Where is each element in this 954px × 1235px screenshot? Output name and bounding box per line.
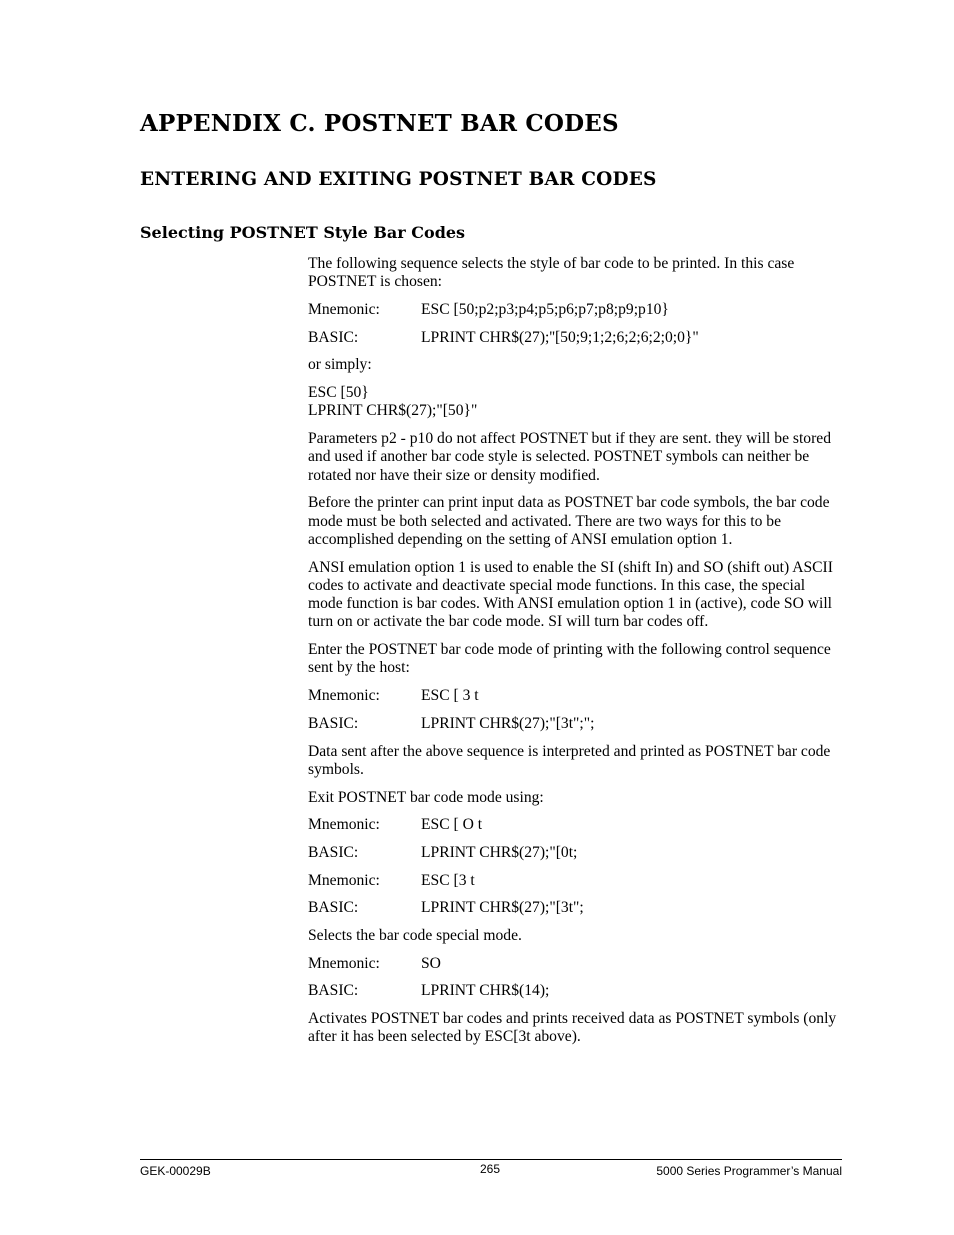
paragraph: ANSI emulation option 1 is used to enable the SI (shift In) and SO (shift out) ASCII codes to activate and deactivate special mode functions. In this case, the special mode function is bar codes. With ANSI emulation option 1 in (active), code SO will turn on or activate the bar code mode. SI will turn bar codes off. bbox=[308, 558, 833, 631]
command-value: LPRINT CHR$(27);"[3t"; bbox=[421, 899, 584, 917]
paragraph: Activates POSTNET bar codes and prints received data as POSTNET symbols (only after it has been selected by ESC[3t above). bbox=[308, 1010, 837, 1046]
command-row bbox=[308, 715, 842, 733]
paragraph: Exit POSTNET bar code mode using: bbox=[308, 788, 544, 806]
command-value: ESC [ 3 t bbox=[421, 687, 479, 705]
paragraph: Data sent after the above sequence is interpreted and printed as POSTNET bar code symbols. bbox=[308, 742, 831, 778]
command-row bbox=[308, 872, 842, 890]
footer-page-number: 265 bbox=[479, 1162, 501, 1176]
paragraph: Enter the POSTNET bar code mode of printing with the following control sequence sent by the host: bbox=[308, 641, 831, 677]
command-value: LPRINT CHR$(14); bbox=[421, 982, 550, 1000]
command-label: Mnemonic: bbox=[308, 300, 380, 318]
footer-document-number: GEK-00029B bbox=[140, 1164, 211, 1178]
command-value: SO bbox=[421, 954, 441, 972]
command-value: ESC [50;p2;p3;p4;p5;p6;p7;p8;p9;p10} bbox=[421, 300, 669, 318]
command-label: BASIC: bbox=[308, 328, 359, 346]
command-label: Mnemonic: bbox=[308, 687, 380, 705]
command-row bbox=[308, 982, 842, 1000]
command-value: LPRINT CHR$(27);"[3t";"; bbox=[421, 714, 595, 732]
command-row bbox=[308, 301, 842, 319]
command-row bbox=[308, 687, 842, 705]
paragraph: Before the printer can print input data as POSTNET bar code symbols, the bar code mode must be both selected and activated. There are two ways for this to be accomplished depending on the setting of ANSI emulation option 1. bbox=[308, 494, 830, 548]
command-value: LPRINT CHR$(27);"[0t; bbox=[421, 843, 578, 861]
command-value: ESC [3 t bbox=[421, 871, 475, 889]
command-label: BASIC: bbox=[308, 899, 359, 917]
command-label: Mnemonic: bbox=[308, 871, 380, 889]
paragraph: Selects the bar code special mode. bbox=[308, 926, 522, 944]
code-line: ESC [50} bbox=[308, 384, 369, 402]
command-label: BASIC: bbox=[308, 714, 359, 732]
appendix-title: APPENDIX C. POSTNET BAR CODES bbox=[140, 110, 619, 137]
command-label: Mnemonic: bbox=[308, 954, 380, 972]
code-lines bbox=[308, 384, 842, 421]
footer-rule bbox=[140, 1159, 842, 1160]
command-value: ESC [ O t bbox=[421, 816, 483, 834]
paragraph: Parameters p2 - p10 do not affect POSTNET but if they are sent. they will be stored and used if another bar code style is selected. POSTNET symbols can neither be rotated nor have their size or density modified. bbox=[308, 430, 831, 484]
command-row bbox=[308, 329, 842, 347]
command-row bbox=[308, 899, 842, 917]
code-line: LPRINT CHR$(27);"[50}" bbox=[308, 402, 478, 420]
command-label: Mnemonic: bbox=[308, 816, 380, 834]
command-row bbox=[308, 955, 842, 973]
paragraph: The following sequence selects the style of bar code to be printed. In this case POSTNET is chosen: bbox=[308, 255, 795, 291]
body-text bbox=[308, 255, 842, 1056]
command-row bbox=[308, 844, 842, 862]
paragraph: or simply: bbox=[308, 356, 372, 374]
section-title: ENTERING AND EXITING POSTNET BAR CODES bbox=[140, 169, 657, 190]
subsection-title: Selecting POSTNET Style Bar Codes bbox=[140, 223, 466, 242]
command-row bbox=[308, 816, 842, 834]
footer-manual-title: 5000 Series Programmer’s Manual bbox=[656, 1164, 842, 1178]
command-value: LPRINT CHR$(27);''[50;9;1;2;6;2;6;2;0;0}" bbox=[421, 328, 699, 346]
command-label: BASIC: bbox=[308, 843, 359, 861]
command-label: BASIC: bbox=[308, 982, 359, 1000]
